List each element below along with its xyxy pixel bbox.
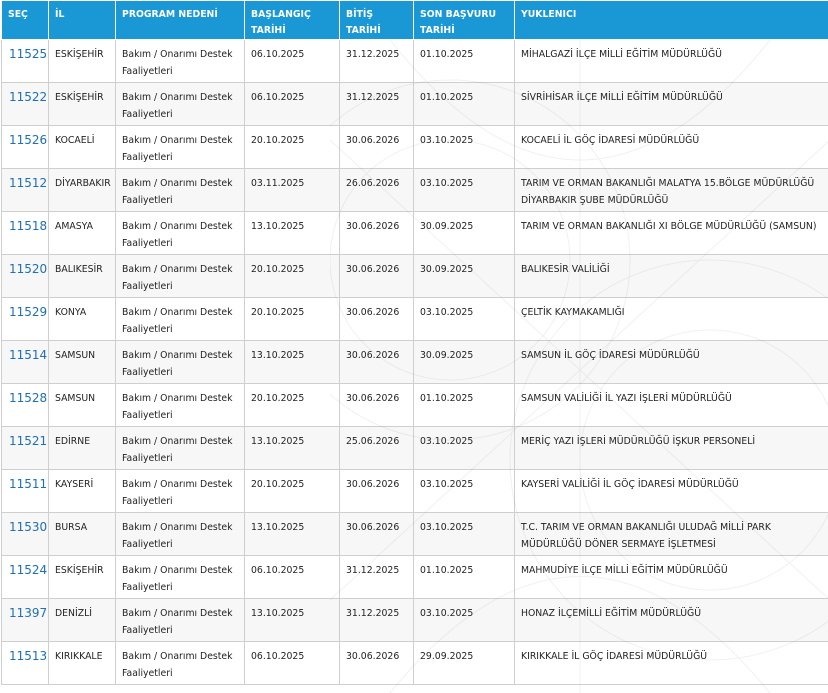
cell-yuklenici: T.C. TARIM VE ORMAN BAKANLIĞI ULUDAĞ MİLLİ PARK MÜDÜRLÜĞÜ DÖNER SERMAYE İŞLETMESİ (515, 513, 828, 556)
cell-son-basvuru: 03.10.2025 (414, 599, 515, 642)
cell-il: BALIKESİR (49, 255, 116, 298)
cell-son-basvuru: 30.09.2025 (414, 341, 515, 384)
cell-il: AMASYA (49, 212, 116, 255)
listing-id-link[interactable]: 11524 (9, 563, 48, 577)
table-row[interactable] (2, 169, 828, 212)
cell-baslangic: 06.10.2025 (245, 83, 340, 126)
cell-program: Bakım / Onarımı Destek Faaliyetleri (116, 513, 245, 556)
cell-program: Bakım / Onarımı Destek Faaliyetleri (116, 642, 245, 685)
cell-son-basvuru: 03.10.2025 (414, 169, 515, 212)
listing-id-link[interactable]: 11514 (9, 348, 48, 362)
cell-il: EDİRNE (49, 427, 116, 470)
cell-sec (2, 40, 49, 83)
cell-program: Bakım / Onarımı Destek Faaliyetleri (116, 212, 245, 255)
cell-yuklenici: KAYSERİ VALİLİĞİ İL GÖÇ İDARESİ MÜDÜRLÜĞÜ (515, 470, 828, 513)
listing-table (1, 0, 828, 685)
cell-program: Bakım / Onarımı Destek Faaliyetleri (116, 470, 245, 513)
cell-yuklenici: SİVRİHİSAR İLÇE MİLLİ EĞİTİM MÜDÜRLÜĞÜ (515, 83, 828, 126)
cell-il: DENİZLİ (49, 599, 116, 642)
cell-program: Bakım / Onarımı Destek Faaliyetleri (116, 384, 245, 427)
header-row (2, 1, 828, 40)
cell-bitis: 31.12.2025 (340, 83, 414, 126)
cell-sec (2, 212, 49, 255)
cell-il: BURSA (49, 513, 116, 556)
cell-il: KIRIKKALE (49, 642, 116, 685)
cell-program: Bakım / Onarımı Destek Faaliyetleri (116, 40, 245, 83)
listing-id-link[interactable]: 11526 (9, 133, 48, 147)
cell-son-basvuru: 03.10.2025 (414, 513, 515, 556)
cell-bitis: 30.06.2026 (340, 298, 414, 341)
listing-id-link[interactable]: 11525 (9, 47, 48, 61)
cell-il: DİYARBAKIR (49, 169, 116, 212)
cell-il: ESKİŞEHİR (49, 556, 116, 599)
table-row[interactable] (2, 642, 828, 685)
col-header-son-basvuru[interactable]: SON BAŞVURU TARİHİ (414, 1, 515, 40)
cell-yuklenici: MİHALGAZİ İLÇE MİLLİ EĞİTİM MÜDÜRLÜĞÜ (515, 40, 828, 83)
cell-program: Bakım / Onarımı Destek Faaliyetleri (116, 255, 245, 298)
cell-bitis: 30.06.2026 (340, 255, 414, 298)
cell-program: Bakım / Onarımı Destek Faaliyetleri (116, 83, 245, 126)
cell-baslangic: 06.10.2025 (245, 556, 340, 599)
cell-program: Bakım / Onarımı Destek Faaliyetleri (116, 126, 245, 169)
cell-son-basvuru: 01.10.2025 (414, 40, 515, 83)
table-body (2, 40, 828, 685)
table-row[interactable] (2, 599, 828, 642)
cell-son-basvuru: 01.10.2025 (414, 556, 515, 599)
cell-il: KAYSERİ (49, 470, 116, 513)
cell-bitis: 30.06.2026 (340, 212, 414, 255)
cell-yuklenici: BALIKESİR VALİLİĞİ (515, 255, 828, 298)
cell-program: Bakım / Onarımı Destek Faaliyetleri (116, 169, 245, 212)
cell-yuklenici: KOCAELİ İL GÖÇ İDARESİ MÜDÜRLÜĞÜ (515, 126, 828, 169)
cell-bitis: 30.06.2026 (340, 341, 414, 384)
table-row[interactable] (2, 40, 828, 83)
table-row[interactable] (2, 212, 828, 255)
table-row[interactable] (2, 126, 828, 169)
cell-son-basvuru: 03.10.2025 (414, 298, 515, 341)
cell-yuklenici: TARIM VE ORMAN BAKANLIĞI MALATYA 15.BÖLGE MÜDÜRLÜĞÜ DİYARBAKIR ŞUBE MÜDÜRLÜĞÜ (515, 169, 828, 212)
cell-bitis: 31.12.2025 (340, 40, 414, 83)
cell-son-basvuru: 01.10.2025 (414, 384, 515, 427)
cell-baslangic: 06.10.2025 (245, 642, 340, 685)
cell-baslangic: 03.11.2025 (245, 169, 340, 212)
listing-id-link[interactable]: 11397 (9, 606, 48, 620)
cell-il: ESKİŞEHİR (49, 40, 116, 83)
cell-yuklenici: MAHMUDİYE İLÇE MİLLİ EĞİTİM MÜDÜRLÜĞÜ (515, 556, 828, 599)
listing-id-link[interactable]: 11529 (9, 305, 48, 319)
cell-baslangic: 13.10.2025 (245, 212, 340, 255)
listing-id-link[interactable]: 11513 (9, 649, 48, 663)
cell-il: KONYA (49, 298, 116, 341)
table-row[interactable] (2, 556, 828, 599)
table-row[interactable] (2, 83, 828, 126)
listing-id-link[interactable]: 11512 (9, 176, 48, 190)
cell-sec (2, 599, 49, 642)
cell-sec (2, 513, 49, 556)
table-row[interactable] (2, 341, 828, 384)
col-header-baslangic[interactable]: BAŞLANGIÇ TARİHİ (245, 1, 340, 40)
cell-sec (2, 83, 49, 126)
cell-il: SAMSUN (49, 384, 116, 427)
cell-sec (2, 255, 49, 298)
listing-id-link[interactable]: 11518 (9, 219, 48, 233)
cell-son-basvuru: 03.10.2025 (414, 427, 515, 470)
cell-baslangic: 13.10.2025 (245, 513, 340, 556)
cell-yuklenici: HONAZ İLÇEMİLLİ EĞİTİM MÜDÜRLÜĞÜ (515, 599, 828, 642)
cell-son-basvuru: 03.10.2025 (414, 470, 515, 513)
cell-son-basvuru: 01.10.2025 (414, 83, 515, 126)
cell-baslangic: 20.10.2025 (245, 126, 340, 169)
cell-bitis: 31.12.2025 (340, 556, 414, 599)
listing-id-link[interactable]: 11530 (9, 520, 48, 534)
cell-baslangic: 13.10.2025 (245, 599, 340, 642)
cell-baslangic: 13.10.2025 (245, 341, 340, 384)
cell-yuklenici: KIRIKKALE İL GÖÇ İDARESİ MÜDÜRLÜĞÜ (515, 642, 828, 685)
table-row[interactable] (2, 513, 828, 556)
cell-program: Bakım / Onarımı Destek Faaliyetleri (116, 341, 245, 384)
col-header-yuklenici[interactable]: YUKLENICI (515, 1, 828, 40)
table-row[interactable] (2, 470, 828, 513)
cell-yuklenici: MERİÇ YAZI İŞLERİ MÜDÜRLÜĞÜ İŞKUR PERSONELİ (515, 427, 828, 470)
listing-id-link[interactable]: 11522 (9, 90, 48, 104)
cell-baslangic: 20.10.2025 (245, 298, 340, 341)
cell-yuklenici: ÇELTİK KAYMAKAMLIĞI (515, 298, 828, 341)
col-header-sec[interactable]: SEÇ (2, 1, 49, 40)
cell-bitis: 30.06.2026 (340, 126, 414, 169)
cell-sec (2, 556, 49, 599)
cell-sec (2, 298, 49, 341)
cell-il: KOCAELİ (49, 126, 116, 169)
cell-yuklenici: SAMSUN VALİLİĞİ İL YAZI İŞLERİ MÜDÜRLÜĞÜ (515, 384, 828, 427)
cell-son-basvuru: 30.09.2025 (414, 212, 515, 255)
listing-id-link[interactable]: 11521 (9, 434, 48, 448)
cell-baslangic: 20.10.2025 (245, 470, 340, 513)
cell-sec (2, 384, 49, 427)
cell-son-basvuru: 30.09.2025 (414, 255, 515, 298)
cell-program: Bakım / Onarımı Destek Faaliyetleri (116, 599, 245, 642)
cell-bitis: 26.06.2026 (340, 169, 414, 212)
cell-sec (2, 427, 49, 470)
cell-bitis: 31.12.2025 (340, 599, 414, 642)
cell-bitis: 30.06.2026 (340, 513, 414, 556)
table-row[interactable] (2, 427, 828, 470)
cell-bitis: 30.06.2026 (340, 642, 414, 685)
cell-sec (2, 126, 49, 169)
col-header-bitis[interactable]: BİTİŞ TARİHİ (340, 1, 414, 40)
cell-il: ESKİŞEHİR (49, 83, 116, 126)
cell-baslangic: 20.10.2025 (245, 255, 340, 298)
cell-son-basvuru: 03.10.2025 (414, 126, 515, 169)
cell-son-basvuru: 29.09.2025 (414, 642, 515, 685)
col-header-il[interactable]: İL (49, 1, 116, 40)
cell-sec (2, 341, 49, 384)
cell-sec (2, 642, 49, 685)
cell-bitis: 30.06.2026 (340, 384, 414, 427)
cell-bitis: 30.06.2026 (340, 470, 414, 513)
cell-bitis: 25.06.2026 (340, 427, 414, 470)
cell-il: SAMSUN (49, 341, 116, 384)
cell-yuklenici: SAMSUN İL GÖÇ İDARESİ MÜDÜRLÜĞÜ (515, 341, 828, 384)
listing-id-link[interactable]: 11511 (9, 477, 48, 491)
cell-baslangic: 20.10.2025 (245, 384, 340, 427)
cell-program: Bakım / Onarımı Destek Faaliyetleri (116, 298, 245, 341)
table-row[interactable] (2, 255, 828, 298)
col-header-program[interactable]: PROGRAM NEDENİ (116, 1, 245, 40)
table-row[interactable] (2, 384, 828, 427)
cell-sec (2, 470, 49, 513)
listing-id-link[interactable]: 11528 (9, 391, 48, 405)
cell-program: Bakım / Onarımı Destek Faaliyetleri (116, 556, 245, 599)
listing-id-link[interactable]: 11520 (9, 262, 48, 276)
cell-baslangic: 13.10.2025 (245, 427, 340, 470)
cell-program: Bakım / Onarımı Destek Faaliyetleri (116, 427, 245, 470)
cell-yuklenici: TARIM VE ORMAN BAKANLIĞI XI BÖLGE MÜDÜRLÜĞÜ (SAMSUN) (515, 212, 828, 255)
cell-baslangic: 06.10.2025 (245, 40, 340, 83)
cell-sec (2, 169, 49, 212)
table-row[interactable] (2, 298, 828, 341)
